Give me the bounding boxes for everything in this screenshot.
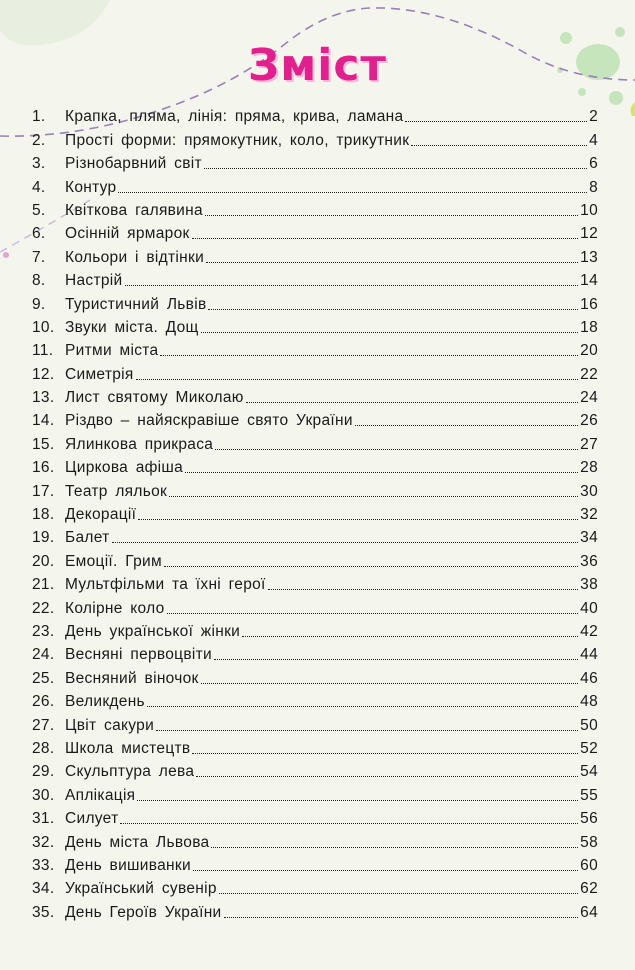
dot-leader	[242, 636, 578, 637]
toc-entry-number: 33.	[32, 856, 55, 874]
toc-entry-number: 17.	[32, 482, 55, 500]
dot-leader	[215, 449, 578, 450]
toc-entry-title: Кольори і відтінки	[65, 248, 205, 266]
dot-leader	[169, 496, 578, 497]
toc-entry-number: 18.	[32, 506, 55, 524]
toc-entry-title: Ялинкова прикраса	[65, 435, 214, 453]
toc-entry-page: 2	[589, 108, 598, 126]
toc-entry-number: 31.	[32, 810, 55, 828]
dot-leader	[156, 730, 578, 731]
toc-entry	[32, 267, 598, 290]
dot-leader	[118, 192, 587, 193]
toc-entry-title: Скульптура лева	[65, 763, 195, 781]
toc-entry	[32, 150, 598, 173]
toc-entry-number: 8.	[32, 272, 46, 290]
toc-entry-page: 16	[580, 295, 598, 313]
toc-entry-number: 28.	[32, 739, 55, 757]
toc-entry	[32, 384, 598, 407]
toc-entry-number: 35.	[32, 903, 55, 921]
dot-leader	[147, 706, 578, 707]
toc-entry	[32, 337, 598, 360]
toc-entry-number: 30.	[32, 786, 55, 804]
toc-entry-title: Осінній ярмарок	[65, 225, 190, 243]
toc-entry	[32, 688, 598, 711]
dot-leader	[411, 145, 587, 146]
toc-entry-title: Різнобарвний світ	[65, 155, 202, 173]
toc-entry	[32, 571, 598, 594]
toc-entry-title: Аплікація	[65, 786, 136, 804]
toc-entry-number: 27.	[32, 716, 55, 734]
toc-entry-page: 50	[580, 716, 598, 734]
toc-entry	[32, 664, 598, 687]
toc-entry-title: Симетрія	[65, 365, 134, 383]
dot-leader	[160, 355, 578, 356]
toc-entry-page: 30	[580, 482, 598, 500]
toc-entry-number: 26.	[32, 693, 55, 711]
toc-entry-title: Школа мистецтв	[65, 739, 191, 757]
toc-entry	[32, 711, 598, 734]
toc-entry-page: 54	[580, 763, 598, 781]
toc-entry-page: 52	[580, 739, 598, 757]
dot-leader	[138, 519, 578, 520]
toc-entry	[32, 501, 598, 524]
dot-leader	[164, 566, 578, 567]
toc-entry-title: Прості форми: прямокутник, коло, трикутник	[65, 131, 410, 149]
toc-entry-title: Весняний віночок	[65, 669, 199, 687]
edge-marker	[631, 102, 635, 116]
toc-entry	[32, 454, 598, 477]
dot-leader	[204, 168, 587, 169]
dot-leader	[214, 659, 578, 660]
toc-entry	[32, 781, 598, 804]
toc-entry-number: 9.	[32, 295, 46, 313]
toc-entry-page: 46	[580, 669, 598, 687]
dot-leader	[167, 613, 579, 614]
toc-entry	[32, 103, 598, 126]
toc-entry-number: 15.	[32, 435, 55, 453]
toc-entry-title: Циркова афіша	[65, 459, 184, 477]
dot-decoration	[3, 252, 9, 258]
toc-entry-number: 13.	[32, 389, 55, 407]
toc-entry-number: 22.	[32, 599, 55, 617]
toc-entry-title: Контур	[65, 178, 117, 196]
toc-entry-title: Різдво – найяскравіше свято України	[65, 412, 353, 430]
toc-entry-page: 48	[580, 693, 598, 711]
toc-entry	[32, 220, 598, 243]
toc-entry-title: Звуки міста. Дощ	[65, 318, 199, 336]
toc-entry	[32, 126, 598, 149]
toc-entry-number: 24.	[32, 646, 55, 664]
dot-leader	[355, 425, 578, 426]
toc-entry	[32, 828, 598, 851]
dot-leader	[268, 589, 579, 590]
toc-entry-page: 22	[580, 365, 598, 383]
dot-leader	[192, 753, 578, 754]
toc-entry-number: 10.	[32, 318, 55, 336]
toc-entry-page: 4	[589, 131, 598, 149]
toc-entry-page: 24	[580, 389, 598, 407]
toc-entry-number: 23.	[32, 622, 55, 640]
toc-entry	[32, 197, 598, 220]
dot-leader	[405, 121, 587, 122]
dot-leader	[196, 776, 578, 777]
toc-entry	[32, 430, 598, 453]
toc-entry-number: 5.	[32, 201, 46, 219]
dot-leader	[120, 823, 578, 824]
toc-entry-page: 55	[580, 786, 598, 804]
toc-entry	[32, 407, 598, 430]
toc-entry-title: Декорації	[65, 506, 137, 524]
toc-entry-number: 2.	[32, 131, 46, 149]
dot-leader	[224, 917, 579, 918]
toc-entry-number: 32.	[32, 833, 55, 851]
toc-entry-number: 34.	[32, 880, 55, 898]
toc-entry	[32, 477, 598, 500]
toc-entry-page: 8	[589, 178, 598, 196]
toc-entry	[32, 805, 598, 828]
toc-entry-title: Весняні первоцвіти	[65, 646, 212, 664]
toc-entry-title: День міста Львова	[65, 833, 210, 851]
toc-entry-title: Туристичний Львів	[65, 295, 207, 313]
dot-leader	[125, 285, 579, 286]
toc-entry-title: Театр ляльок	[65, 482, 168, 500]
toc-entry-number: 21.	[32, 576, 55, 594]
toc-entry-title: Цвіт сакури	[65, 716, 155, 734]
toc-entry	[32, 314, 598, 337]
toc-entry-page: 56	[580, 810, 598, 828]
toc-entry-title: Колірне коло	[65, 599, 165, 617]
toc-entry-title: Настрій	[65, 272, 123, 290]
toc-entry-page: 26	[580, 412, 598, 430]
toc-entry-number: 7.	[32, 248, 46, 266]
toc-entry-page: 28	[580, 459, 598, 477]
toc-entry-page: 14	[580, 272, 598, 290]
toc-entry	[32, 594, 598, 617]
toc-entry-number: 4.	[32, 178, 46, 196]
toc-entry-number: 16.	[32, 459, 55, 477]
toc-entry	[32, 360, 598, 383]
toc-entry	[32, 524, 598, 547]
toc-entry-number: 19.	[32, 529, 55, 547]
toc-entry	[32, 898, 598, 921]
toc-entry-page: 10	[580, 201, 598, 219]
toc-entry-title: День української жінки	[65, 622, 241, 640]
toc-entry-page: 42	[580, 622, 598, 640]
toc-entry	[32, 735, 598, 758]
dot-leader	[205, 215, 578, 216]
dot-leader	[193, 870, 578, 871]
dot-leader	[211, 847, 578, 848]
toc-entry-title: Силует	[65, 810, 119, 828]
toc-entry-number: 12.	[32, 365, 55, 383]
dot-leader	[201, 332, 579, 333]
toc-entry	[32, 173, 598, 196]
toc-entry	[32, 618, 598, 641]
dot-leader	[185, 472, 578, 473]
toc-entry-page: 58	[580, 833, 598, 851]
toc-entry-number: 25.	[32, 669, 55, 687]
dot-leader	[206, 262, 578, 263]
toc-entry-title: Український сувенір	[65, 880, 217, 898]
toc-entry-number: 6.	[32, 225, 46, 243]
toc-entry-title: Ритми міста	[65, 342, 159, 360]
toc-entry-title: Лист святому Миколаю	[65, 389, 244, 407]
toc-entry-page: 64	[580, 903, 598, 921]
toc-entry-title: День вишиванки	[65, 856, 191, 874]
dot-leader	[137, 800, 578, 801]
toc-entry	[32, 758, 598, 781]
toc-entry-page: 36	[580, 552, 598, 570]
toc-entry	[32, 547, 598, 570]
toc-entry-number: 1.	[32, 108, 46, 126]
toc-entry-page: 38	[580, 576, 598, 594]
toc-entry	[32, 243, 598, 266]
toc-entry	[32, 875, 598, 898]
toc-entry-title: Квіткова галявина	[65, 201, 203, 219]
toc-entry-title: Емоції. Грим	[65, 552, 162, 570]
toc-entry-page: 18	[580, 318, 598, 336]
dot-leader	[246, 402, 578, 403]
toc-entry	[32, 852, 598, 875]
dot-leader	[192, 238, 579, 239]
toc-entry-page: 6	[589, 155, 598, 173]
toc-entry-number: 11.	[32, 342, 54, 360]
dot-leader	[112, 542, 579, 543]
dot-leader	[136, 379, 579, 380]
dot-leader	[208, 309, 578, 310]
page-title: Зміст	[248, 40, 387, 91]
toc-entry-page: 32	[580, 506, 598, 524]
toc-entry	[32, 641, 598, 664]
dot-leader	[219, 893, 578, 894]
toc-entry-number: 14.	[32, 412, 55, 430]
toc-entry-title: Великдень	[65, 693, 145, 711]
toc-entry-page: 62	[580, 880, 598, 898]
toc-entry-title: День Героїв України	[65, 903, 222, 921]
toc-entry-title: Мультфільми та їхні герої	[65, 576, 266, 594]
toc-entry-title: Крапка, пляма, лінія: пряма, крива, ламана	[65, 108, 404, 126]
toc-entry-page: 13	[580, 248, 598, 266]
toc-entry-page: 44	[580, 646, 598, 664]
toc-entry-page: 34	[580, 529, 598, 547]
toc-entry-page: 60	[580, 856, 598, 874]
toc-entry-page: 12	[580, 225, 598, 243]
toc-entry-page: 40	[580, 599, 598, 617]
dot-leader	[201, 683, 579, 684]
toc-entry-page: 27	[580, 435, 598, 453]
toc-entry	[32, 290, 598, 313]
faint-corner-shape	[0, 0, 110, 45]
toc-entry-number: 20.	[32, 552, 55, 570]
toc-entry-page: 20	[580, 342, 598, 360]
toc-entry-number: 3.	[32, 155, 46, 173]
table-of-contents	[32, 103, 598, 922]
toc-entry-title: Балет	[65, 529, 110, 547]
toc-entry-number: 29.	[32, 763, 55, 781]
